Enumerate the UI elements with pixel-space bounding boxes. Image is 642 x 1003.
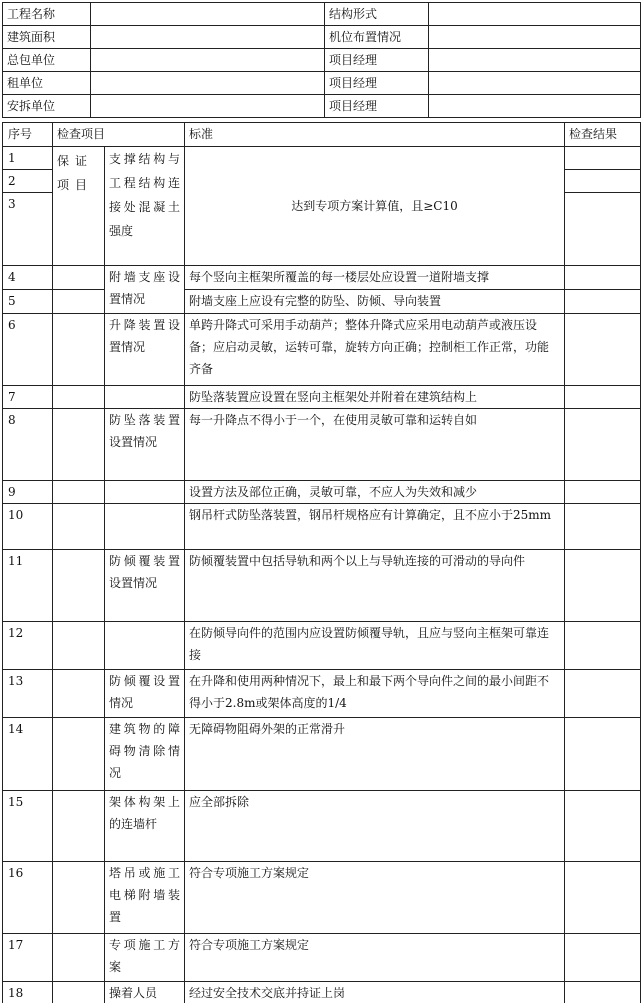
standard-cell: 附墙支座上应设有完整的防坠、防倾、导向装置 [185,290,565,314]
table-row [3,718,641,791]
sub-item-cell [105,386,185,409]
result-cell[interactable] [565,862,641,934]
category-cell [53,791,105,862]
row-number: 1 [3,147,53,170]
standard-cell: 钢吊杆式防坠落装置，钢吊杆规格应有计算确定，且不应小于25mm [185,504,565,550]
row-number: 18 [3,982,53,1003]
standard-cell: 每个竖向主框架所覆盖的每一楼层处应设置一道附墙支撑 [185,266,565,290]
standard-cell: 在防倾导向件的范围内应设置防倾覆导轨，且应与竖向主框架可靠连接 [185,622,565,670]
sub-item-cell [105,504,185,550]
installer-label: 安拆单位 [3,95,91,118]
table-row [3,386,641,409]
result-cell[interactable] [565,170,641,193]
result-cell[interactable] [565,718,641,791]
row-number: 4 [3,266,53,290]
result-cell[interactable] [565,314,641,386]
row-number: 11 [3,550,53,622]
result-cell[interactable] [565,934,641,982]
general-contractor-label: 总包单位 [3,49,91,72]
row-number: 7 [3,386,53,409]
general-contractor-value[interactable] [91,49,325,72]
result-cell[interactable] [565,670,641,718]
result-header: 检查结果 [565,123,641,147]
result-cell[interactable] [565,147,641,170]
project-manager-value[interactable] [429,72,641,95]
project-manager-label: 项目经理 [325,95,429,118]
table-row [3,982,641,1003]
standard-cell: 防倾覆装置中包括导轨和两个以上与导轨连接的可滑动的导向件 [185,550,565,622]
sub-item-cell: 塔吊或施工电梯附墙装置 [105,862,185,934]
project-manager-label: 项目经理 [325,49,429,72]
table-row [3,670,641,718]
item-header: 检查项目 [53,123,185,147]
building-area-label: 建筑面积 [3,26,91,49]
result-cell[interactable] [565,193,641,266]
table-header-row [3,123,641,147]
project-manager-value[interactable] [429,95,641,118]
row-number: 13 [3,670,53,718]
category-cell [53,409,105,481]
category-cell [53,481,105,504]
standard-cell: 设置方法及部位正确，灵敏可靠，不应人为失效和减少 [185,481,565,504]
machine-layout-value[interactable] [429,26,641,49]
category-cell [53,862,105,934]
category-cell [53,550,105,622]
row-number: 3 [3,193,53,266]
sub-item-cell: 架体构架上的连墙杆 [105,791,185,862]
row-number: 6 [3,314,53,386]
table-row [3,147,641,170]
sub-item-cell: 防坠落装置设置情况 [105,409,185,481]
sub-item-cell [105,622,185,670]
result-cell[interactable] [565,791,641,862]
sub-item-cell: 建筑物的障碍物清除情况 [105,718,185,791]
category-cell [53,504,105,550]
category-cell [53,147,105,266]
sub-item-cell: 防倾覆装置设置情况 [105,550,185,622]
category-cell [53,718,105,791]
result-cell[interactable] [565,622,641,670]
info-row [3,95,641,118]
table-row [3,791,641,862]
table-row [3,622,641,670]
sub-item-cell: 专项施工方案 [105,934,185,982]
category-cell [53,386,105,409]
category-label: 保证项目 [57,154,94,192]
standard-cell: 应全部拆除 [185,791,565,862]
structure-form-label: 结构形式 [325,3,429,26]
sub-item-cell: 附墙支座设置情况 [105,266,185,314]
lessee-label: 租单位 [3,72,91,95]
result-cell[interactable] [565,481,641,504]
result-cell[interactable] [565,550,641,622]
result-cell[interactable] [565,266,641,290]
standard-cell: 防坠落装置应设置在竖向主框架处并附着在建筑结构上 [185,386,565,409]
row-number: 14 [3,718,53,791]
sub-item-cell: 操着人员 [105,982,185,1003]
info-row [3,26,641,49]
info-row [3,49,641,72]
inspection-table [2,122,641,1003]
installer-value[interactable] [91,95,325,118]
table-row [3,862,641,934]
machine-layout-label: 机位布置情况 [325,26,429,49]
project-name-value[interactable] [91,3,325,26]
row-number: 10 [3,504,53,550]
sub-item-cell: 支撑结构与工程结构连接处混凝土强度 [105,147,185,266]
table-row [3,266,641,290]
standard-cell: 无障碍物阻碍外架的正常滑升 [185,718,565,791]
standard-cell: 达到专项方案计算值，且≥C10 [185,147,565,266]
row-number: 8 [3,409,53,481]
category-cell [53,934,105,982]
sub-item-cell [105,481,185,504]
structure-form-value[interactable] [429,3,641,26]
info-row [3,3,641,26]
table-row [3,550,641,622]
table-row [3,481,641,504]
category-cell [53,290,105,314]
sub-item-cell: 防倾覆设置情况 [105,670,185,718]
standard-cell: 每一升降点不得小于一个，在使用灵敏可靠和运转自如 [185,409,565,481]
row-number: 17 [3,934,53,982]
table-row [3,934,641,982]
result-cell[interactable] [565,409,641,481]
standard-cell: 在升降和使用两种情况下，最上和最下两个导向件之间的最小间距不得小于2.8m或架体高度的1/4 [185,670,565,718]
result-cell[interactable] [565,386,641,409]
table-row [3,409,641,481]
result-cell[interactable] [565,982,641,1003]
standard-cell: 单跨升降式可采用手动葫芦；整体升降式应采用电动葫芦或液压设备；应启动灵敏，运转可靠，旋转方向正确；控制柜工作正常，功能齐备 [185,314,565,386]
table-row [3,314,641,386]
standard-cell: 经过安全技术交底并持证上岗 [185,982,565,1003]
info-row [3,72,641,95]
table-row [3,290,641,314]
project-info-table [2,2,641,118]
table-row [3,504,641,550]
sub-item-cell: 升降装置设置情况 [105,314,185,386]
standard-cell: 符合专项施工方案规定 [185,862,565,934]
row-number: 16 [3,862,53,934]
result-cell[interactable] [565,504,641,550]
category-cell [53,622,105,670]
row-number: 15 [3,791,53,862]
standard-cell: 符合专项施工方案规定 [185,934,565,982]
category-cell [53,982,105,1003]
result-cell[interactable] [565,290,641,314]
lessee-value[interactable] [91,72,325,95]
project-name-label: 工程名称 [3,3,91,26]
building-area-value[interactable] [91,26,325,49]
project-manager-label: 项目经理 [325,72,429,95]
standard-header: 标准 [185,123,565,147]
row-number: 12 [3,622,53,670]
category-cell [53,314,105,386]
category-cell [53,670,105,718]
project-manager-value[interactable] [429,49,641,72]
category-cell [53,266,105,290]
row-number: 9 [3,481,53,504]
row-number: 5 [3,290,53,314]
seq-header: 序号 [3,123,53,147]
row-number: 2 [3,170,53,193]
